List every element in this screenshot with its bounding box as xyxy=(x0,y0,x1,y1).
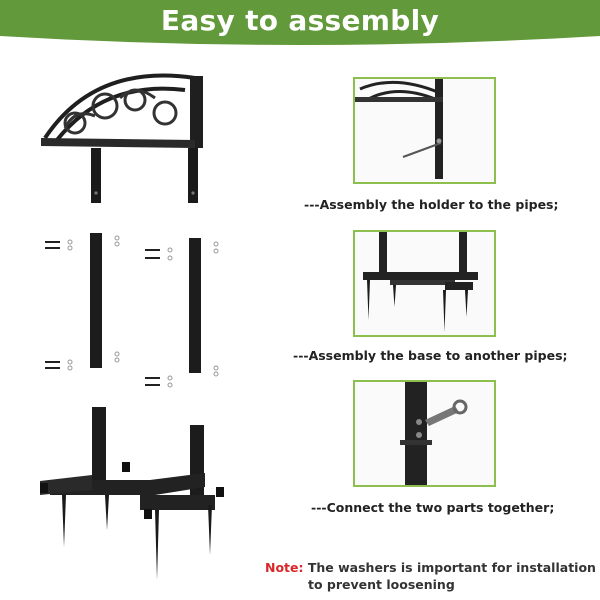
step-2-illustration xyxy=(355,232,494,335)
note-line-2: to prevent loosening xyxy=(308,577,455,592)
base-illustration xyxy=(30,395,245,585)
holder-illustration xyxy=(35,68,215,208)
step-1-frame xyxy=(353,77,496,184)
step-2-caption: ---Assembly the base to another pipes; xyxy=(293,348,568,363)
pipes-illustration xyxy=(40,228,240,393)
step-1-illustration xyxy=(355,79,494,182)
note-label: Note: xyxy=(265,560,304,575)
step-3-illustration xyxy=(355,382,494,485)
step-3-frame xyxy=(353,380,496,487)
step-2-frame xyxy=(353,230,496,337)
note-line-1: The washers is important for installation xyxy=(307,560,596,575)
step-3-caption: ---Connect the two parts together; xyxy=(311,500,555,515)
assembly-note xyxy=(265,559,596,593)
banner-title: Easy to assembly xyxy=(160,4,440,37)
step-1-caption: ---Assembly the holder to the pipes; xyxy=(304,197,559,212)
